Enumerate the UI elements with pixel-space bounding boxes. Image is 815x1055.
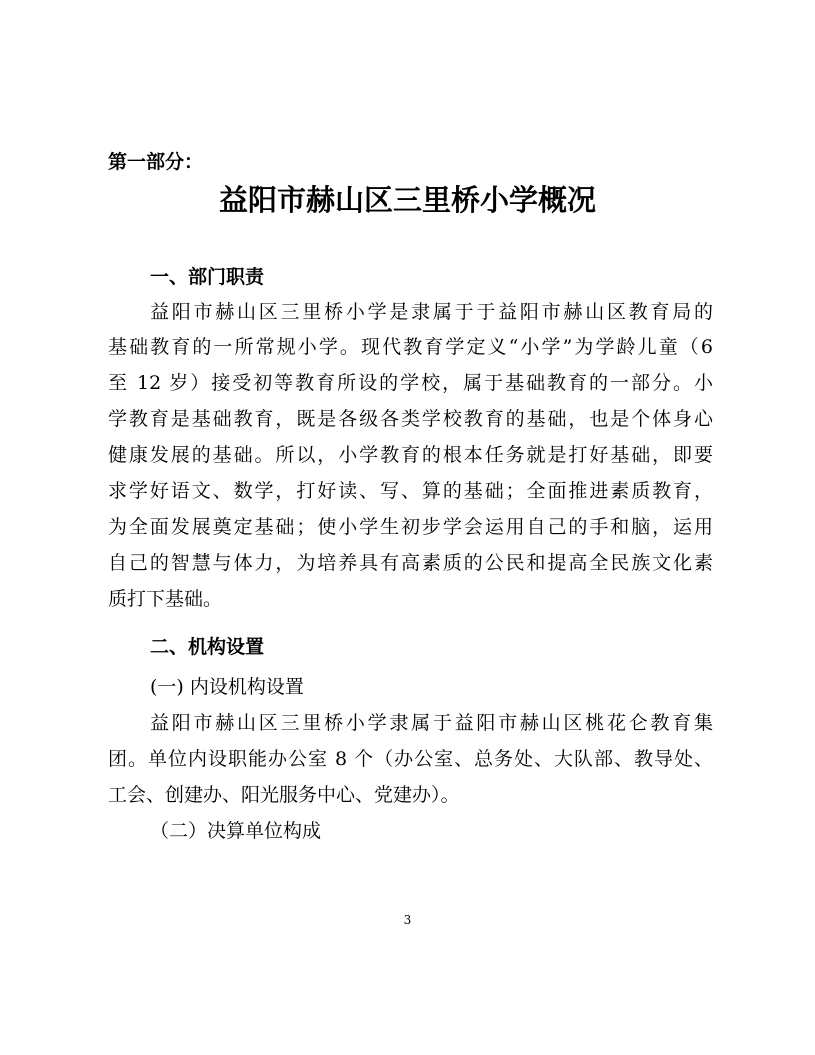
subsection-heading-units: （二）决算单位构成 (150, 820, 322, 842)
paragraph-line: 益阳市赫山区三里桥小学隶属于益阳市赫山区桃花仑教育集 (150, 712, 713, 734)
paragraph-line: 工会、创建办、阳光服务中心、党建办）。 (108, 784, 460, 806)
page-title: 益阳市赫山区三里桥小学概况 (218, 183, 596, 217)
paragraph-line: 自己的智慧与体力，为培养具有高素质的公民和提高全民族文化素 (108, 552, 713, 574)
paragraph-line: 基础教育的一所常规小学。现代教育学定义“小学”为学龄儿童（6 (108, 336, 713, 358)
paragraph-line: 学教育是基础教育，既是各级各类学校教育的基础，也是个体身心 (108, 408, 713, 430)
paragraph-line: 至 12 岁）接受初等教育所设的学校，属于基础教育的一部分。小 (108, 372, 713, 394)
part-label: 第一部分： (108, 151, 204, 173)
paragraph-line: 益阳市赫山区三里桥小学是隶属于于益阳市赫山区教育局的 (150, 301, 713, 323)
section-heading-organization: 二、机构设置 (150, 636, 265, 658)
paragraph-line: 求学好语文、数学，打好读、写、算的基础；全面推进素质教育， (108, 480, 713, 502)
paragraph-line: 团。单位内设职能办公室 8 个（办公室、总务处、大队部、教导处、 (108, 748, 713, 770)
section-heading-duties: 一、部门职责 (150, 266, 265, 288)
subsection-heading-internal: (一) 内设机构设置 (150, 676, 304, 698)
paragraph-line: 为全面发展奠定基础；使小学生初步学会运用自己的手和脑，运用 (108, 516, 713, 538)
paragraph-line: 质打下基础。 (108, 588, 223, 610)
page-number: 3 (403, 913, 412, 927)
paragraph-line: 健康发展的基础。所以，小学教育的根本任务就是打好基础，即要 (108, 444, 713, 466)
